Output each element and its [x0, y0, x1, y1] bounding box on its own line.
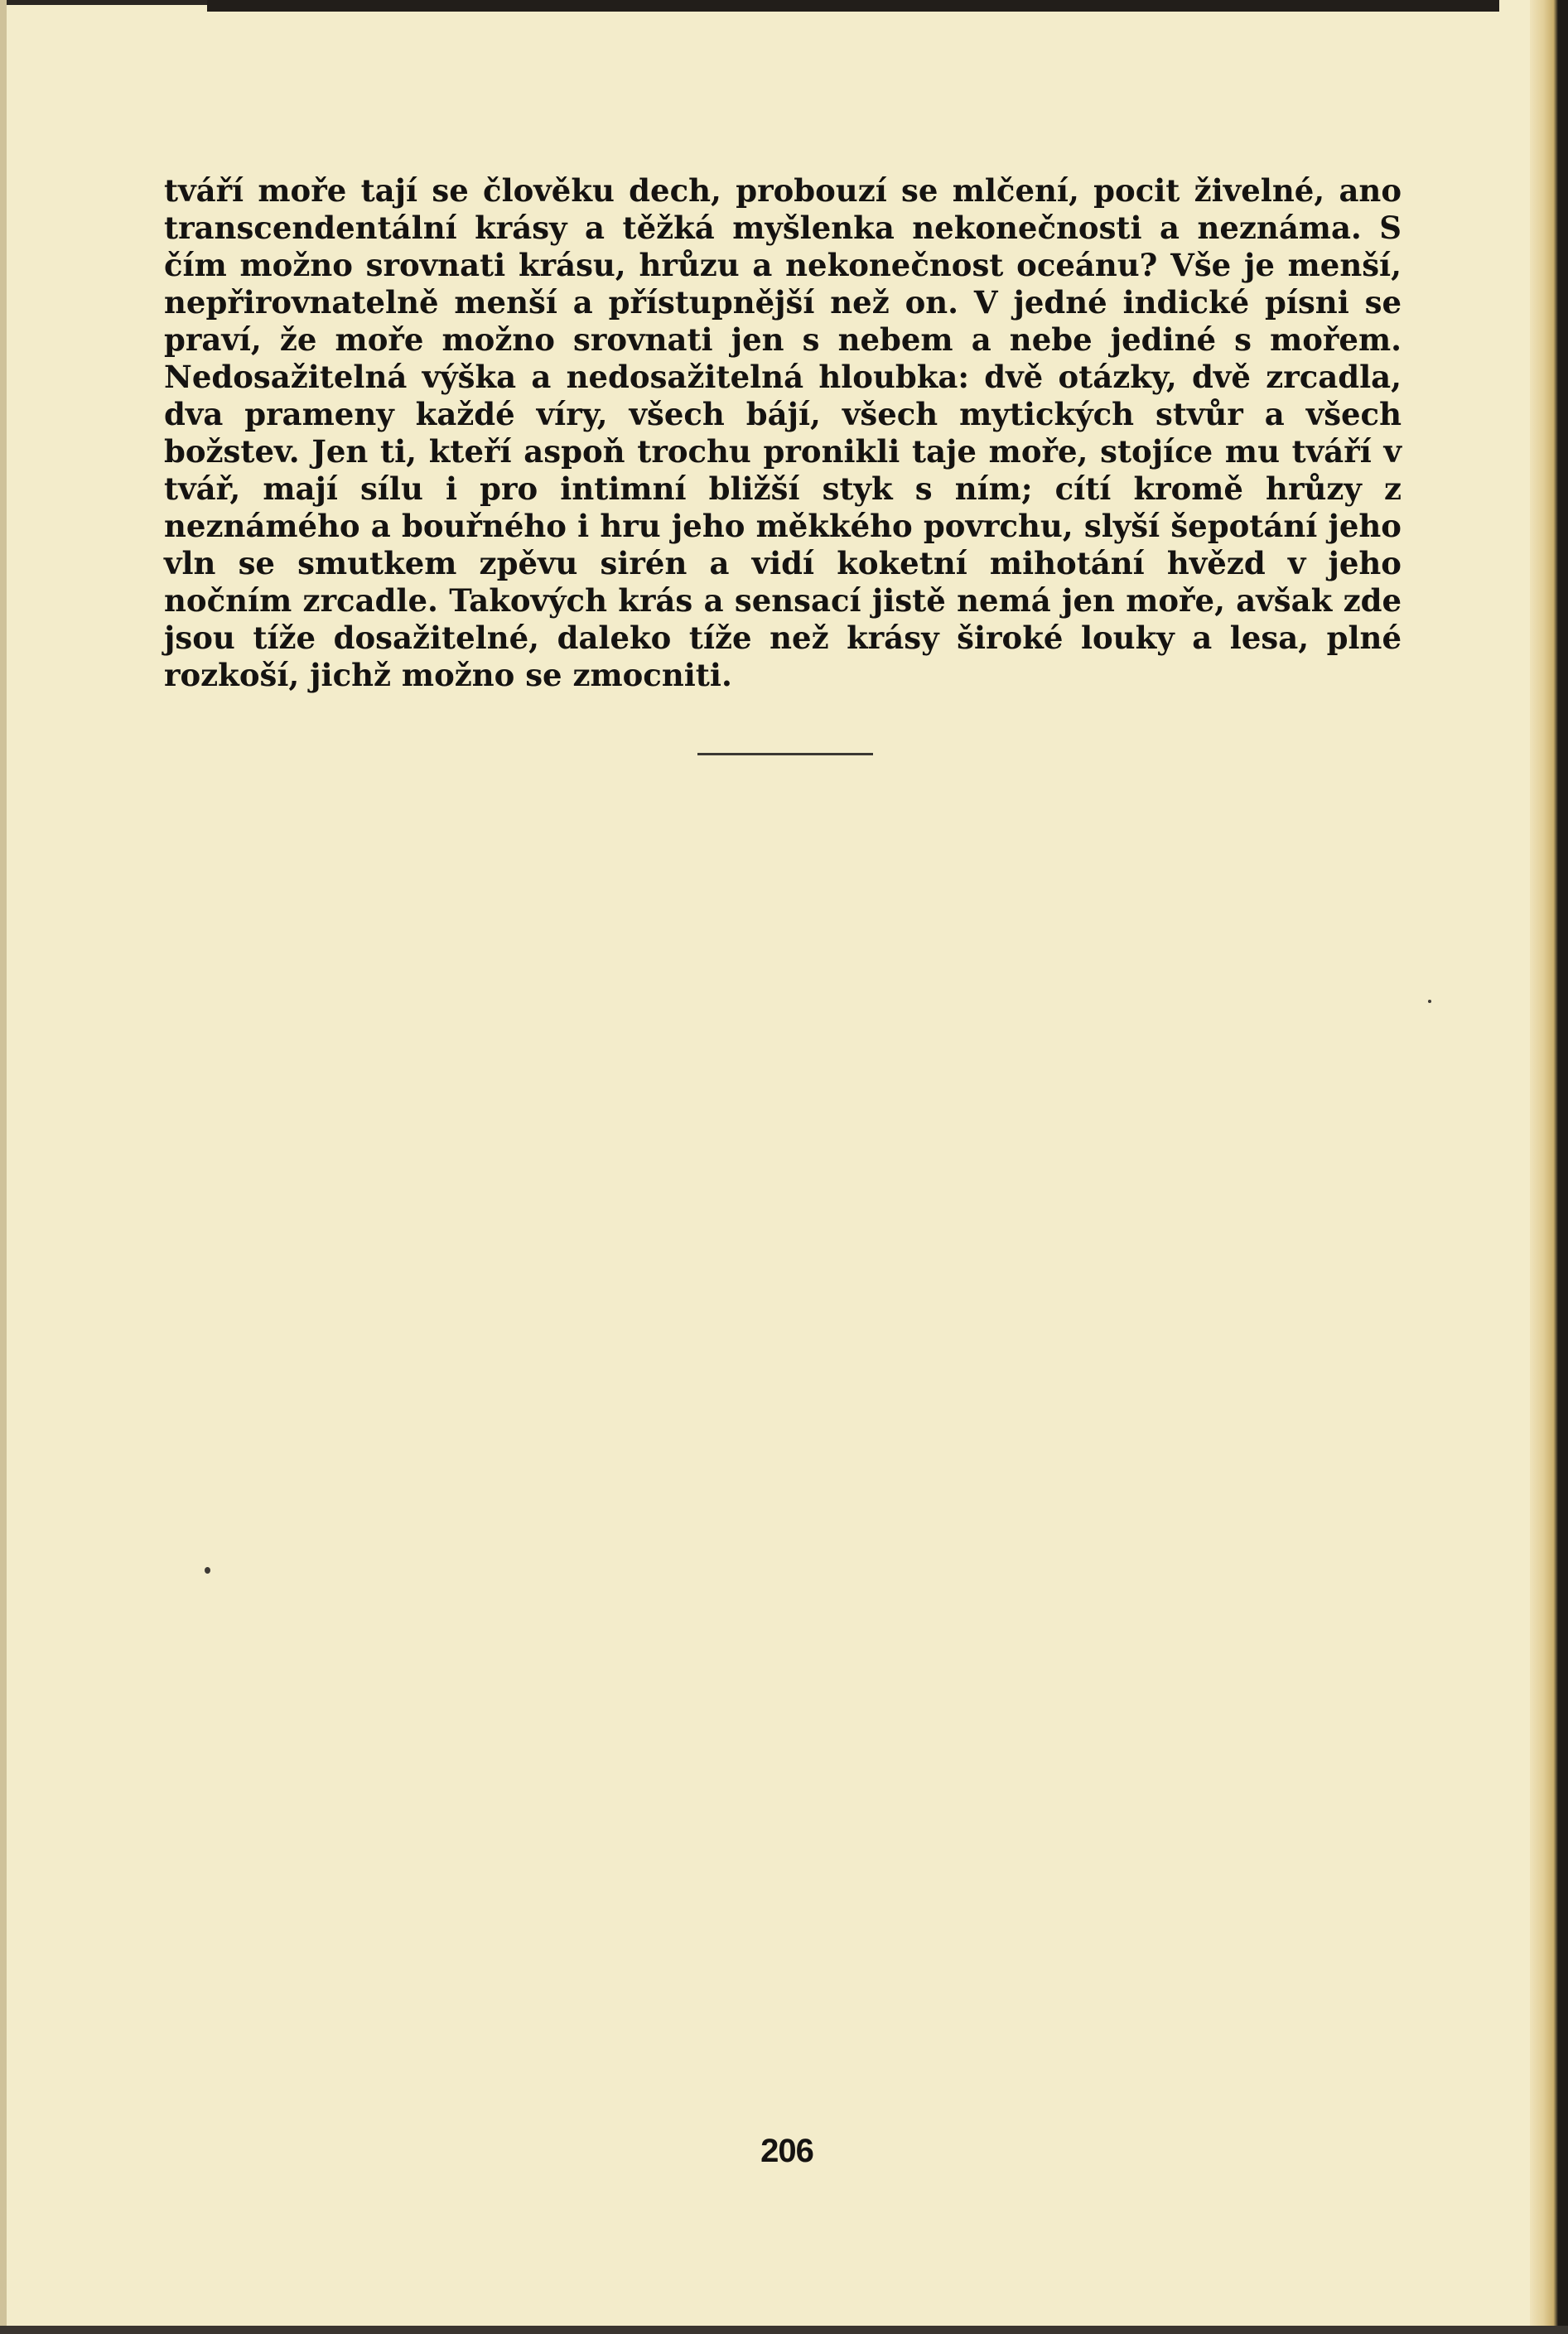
section-separator-rule — [697, 753, 873, 755]
top-edge-shadow-left — [0, 0, 207, 5]
page-number: 206 — [760, 2133, 813, 2169]
book-binding-edge — [1530, 0, 1568, 2334]
body-paragraph: tváří moře tají se člověku dech, probouzí se mlčení, pocit živelné, ano transcendentální krásy a těžká myšlenka nekonečnosti a neznáma. S čím možno srovnati krásu, hrůzu a nekonečnost oceánu? Vše je menší, nepřirovnatelně menší a přístupnější než on. V jedné indické písni se praví, že moře možno srovnati jen s nebem a nebe jediné s mořem. Nedosažitelná výška a nedosažitelná hloubka: dvě otázky, dvě zrcadla, dva prameny každé víry, všech bájí, všech mytických stvůr a všech božstev. Jen ti, kteří aspoň trochu pronikli taje moře, stojíce mu tváří v tvář, mají sílu i pro intimní bližší styk s ním; cítí kromě hrůzy z neznámého a bouřného i hru jeho měkkého povrchu, slyší šepotání jeho vln se smutkem zpěvu sirén a vidí koketní mihotání hvězd v jeho nočním zrcadle. Takových krás a sensací jistě nemá jen moře, avšak zde jsou tíže dosažitelné, daleko tíže než krásy široké louky a lesa, plné rozkoší, jichž možno se zmocniti. — [164, 172, 1402, 693]
top-edge-shadow — [207, 0, 1499, 12]
left-page-edge — [0, 0, 7, 2334]
paper-speck — [205, 1567, 210, 1574]
bottom-edge-shadow — [0, 2326, 1568, 2334]
paper-speck — [1428, 1000, 1431, 1003]
